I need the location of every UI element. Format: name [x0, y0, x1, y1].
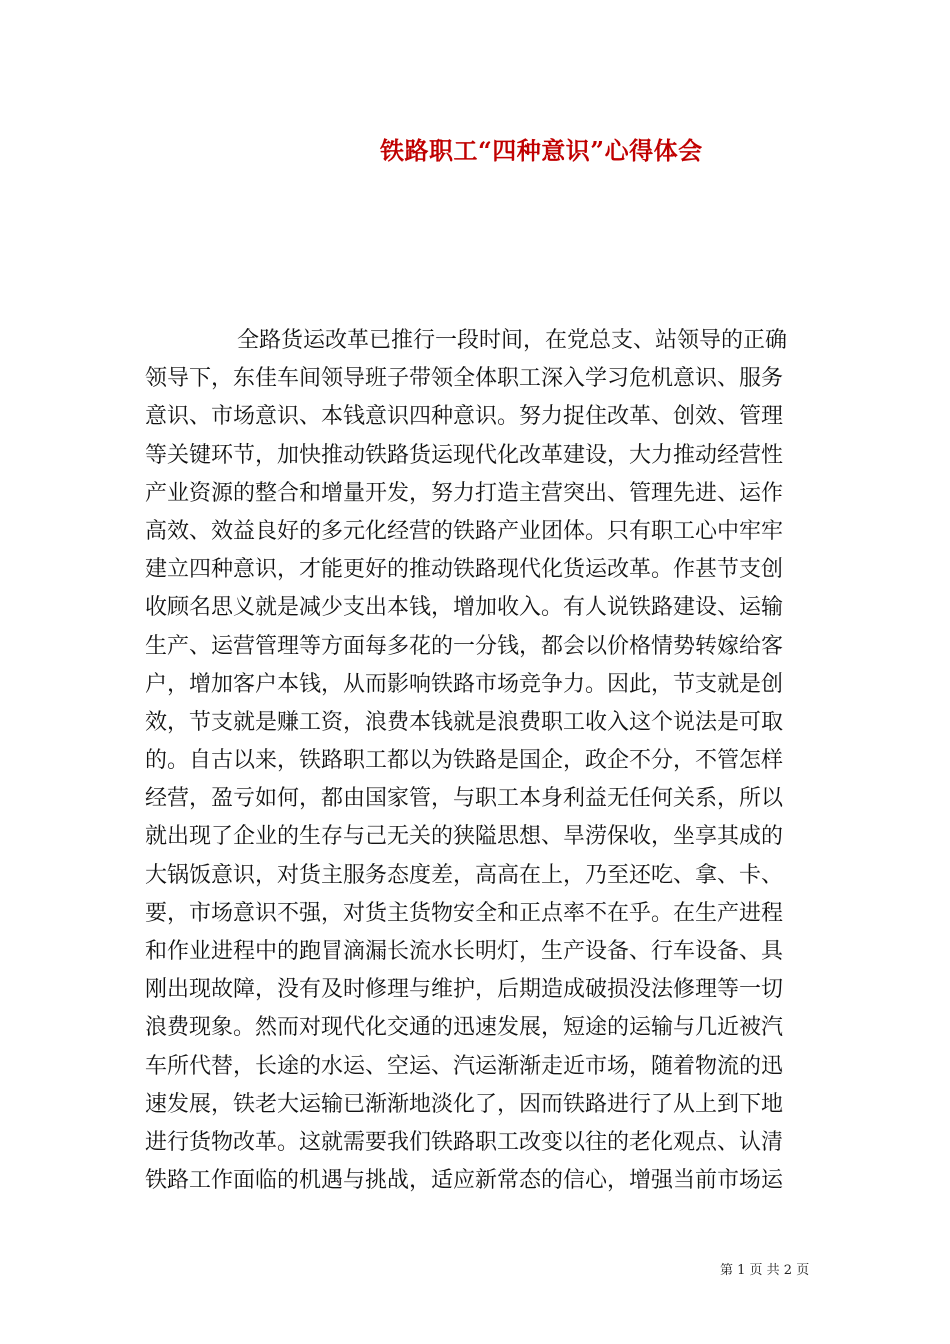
text-line: 意识、市场意识、本钱意识四种意识。努力捉住改革、创效、管理	[145, 404, 784, 430]
text-line: 刚出现故障，没有及时修理与维护，后期造成破损没法修理等一切	[145, 977, 784, 1003]
text-line: 就出现了企业的生存与己无关的狭隘思想、旱涝保收，坐享其成的	[145, 824, 784, 850]
text-line: 产业资源的整合和增量开发，努力打造主营突出、管理先进、运作	[145, 480, 784, 506]
text-line: 要，市场意识不强，对货主货物安全和正点率不在乎。在生产进程	[145, 900, 784, 926]
page-number-footer: 第 1 页 共 2 页	[720, 1263, 810, 1278]
text-line: 效，节支就是赚工资，浪费本钱就是浪费职工收入这个说法是可取	[145, 709, 784, 735]
text-line: 建立四种意识，才能更好的推动铁路现代化货运改革。作甚节支创	[145, 557, 784, 583]
text-line: 大锅饭意识，对货主服务态度差，高高在上，乃至还吃、拿、卡、	[145, 862, 784, 888]
text-line: 车所代替，长途的水运、空运、汽运渐渐走近市场，随着物流的迅	[145, 1053, 784, 1079]
text-line: 经营，盈亏如何，都由国家管，与职工本身利益无任何关系，所以	[145, 786, 784, 812]
text-line: 收顾名思义就是减少支出本钱，增加收入。有人说铁路建设、运输	[145, 595, 784, 621]
text-line: 高效、效益良好的多元化经营的铁路产业团体。只有职工心中牢牢	[145, 518, 784, 544]
text-line: 速发展，铁老大运输已渐渐地淡化了，因而铁路进行了从上到下地	[145, 1091, 784, 1117]
text-line: 领导下，东佳车间领导班子带领全体职工深入学习危机意识、服务	[145, 366, 784, 392]
text-line: 进行货物改革。这就需要我们铁路职工改变以往的老化观点、认清	[145, 1129, 784, 1155]
text-line: 生产、运营管理等方面每多花的一分钱，都会以价格情势转嫁给客	[145, 633, 784, 659]
text-line: 浪费现象。然而对现代化交通的迅速发展，短途的运输与几近被汽	[145, 1015, 784, 1041]
text-line: 全路货运改革已推行一段时间，在党总支、站领导的正确	[237, 328, 788, 353]
text-line: 的。自古以来，铁路职工都以为铁路是国企，政企不分，不管怎样	[145, 748, 784, 774]
text-line: 和作业进程中的跑冒滴漏长流水长明灯，生产设备、行车设备、具	[145, 939, 784, 964]
text-line: 户，增加客户本钱，从而影响铁路市场竞争力。因此，节支就是创	[145, 671, 784, 697]
body-paragraph	[145, 322, 807, 1200]
text-line: 铁路工作面临的机遇与挑战，适应新常态的信心，增强当前市场运	[145, 1168, 784, 1194]
text-line: 等关键环节，加快推动铁路货运现代化改革建设，大力推动经营性	[145, 442, 784, 468]
document-title: 铁路职工“四种意识”心得体会	[380, 136, 703, 165]
